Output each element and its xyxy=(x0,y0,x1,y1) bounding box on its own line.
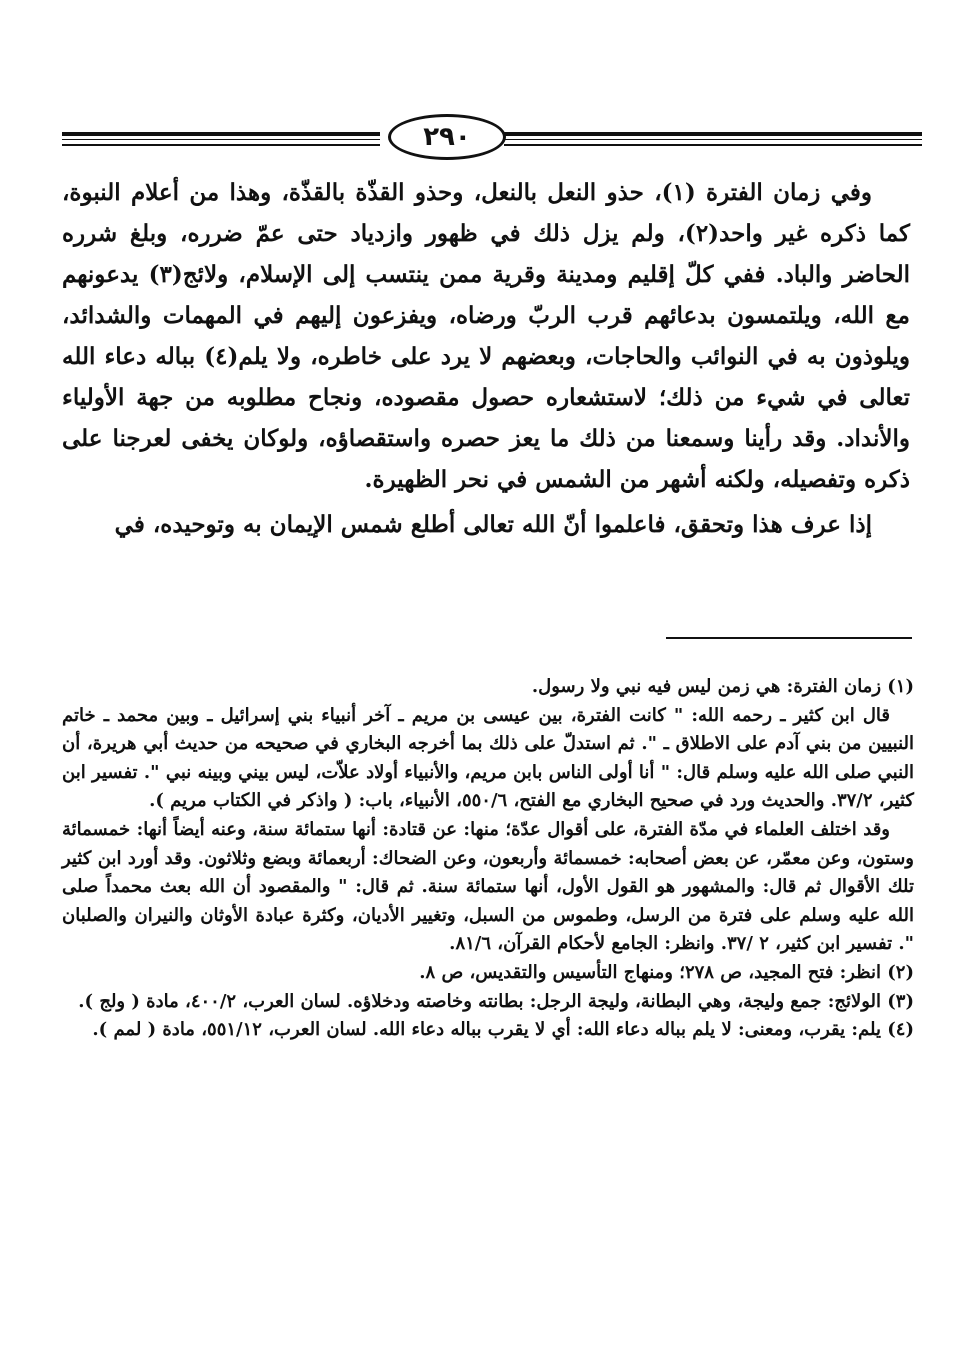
header-rule xyxy=(62,139,380,140)
header-rule xyxy=(504,144,922,146)
footnote-1-paragraph: وقد اختلف العلماء في مدّة الفترة، على أقوال عدّة؛ منها: عن قتادة: أنها ستمائة سنة، وعنه أيضاً أنها: خمسمائة وستون، وعن معمّر، عن بعض أصحابه: خمسمائة وأربعون، وعن الضحاك: أربعمائة وبضع وثلاثون. وقد أورد ابن كثير تلك الأقوال ثم قال: والمشهور هو القول الأول، أنها ستمائة سنة. ثم قال: " والمقصود أن الله بعث محمداً صلى الله عليه وسلم على فترة من الرسل، وطموس من السبل، وتغيير الأديان، وكثرة عبادة الأوثان والنيران والصلبان ". تفسير ابن كثير، ٢ /٣٧. وانظر: الجامع لأحكام القرآن، ٨١/٦. xyxy=(62,818,914,955)
header-rule xyxy=(504,139,922,140)
main-paragraph: إذا عرف هذا وتحقق، فاعلموا أنّ الله تعالى أطلع شمس الإيمان به وتوحيده، في xyxy=(114,511,872,538)
main-paragraph: وفي زمان الفترة (١)، حذو النعل بالنعل، وحذو القذّة بالقذّة، وهذا من أعلام النبوة، كما ذكره غير واحد(٢)، ولم يزل ذلك في ظهور وازدياد حتى عمّ ضرره، وبلغ شرره الحاضر والباد. ففي كلّ إقليم ومدينة وقرية ممن ينتسب إلى الإسلام، ولائج(٣) يدعونهم مع الله، ويلتمسون بدعائهم قرب الربّ ورضاه، ويفزعون إليهم في المهمات والشدائد، ويلوذون به في النوائب والحاجات، وبعضهم لا يرد على خاطره، ولا يلم(٤) بباله دعاء الله تعالى في شيء من ذلك؛ لاستشعاره حصول مقصوده، ونجاح مطلوبه من جهة الأولياء والأنداد. وقد رأينا وسمعنا من ذلك ما يعز حصره واستقصاؤه، ولوكان يخفى لعرجنا على ذكره وتفصيله، ولكنه أشهر من الشمس في نحر الظهيرة. xyxy=(62,179,911,493)
footnote-3: (٣) الولائج: جمع وليجة، وهي البطانة، وليجة الرجل: بطانته وخاصته ودخلاؤه. لسان العرب، ٤٠٠/٢، مادة ( ولج ). xyxy=(78,990,914,1012)
header-rule xyxy=(62,132,380,136)
footnote-1: (١) زمان الفترة: هي زمن ليس فيه نبي ولا رسول. xyxy=(531,676,914,697)
footnotes xyxy=(62,673,914,1045)
footnote-4: (٤) يلم: يقرب، ومعنى: لا يلم بباله دعاء الله: أي لا يقرب بباله دعاء الله. لسان العرب، ٥٥١/١٢، مادة ( لمم ). xyxy=(92,1019,914,1041)
header-rule xyxy=(62,144,380,146)
main-text xyxy=(62,172,910,545)
footnote-1-paragraph: قال ابن كثير ـ رحمه الله: " كانت الفترة، بين عيسى بن مريم ـ آخر أنبياء بني إسرائيل ـ وبين محمد ـ خاتم النبيين من بني آدم على الاطلاق ـ ". ثم استدلّ على ذلك بما أخرجه البخاري في صحيحه من حديث أبي هريرة، أن النبي صلى الله عليه وسلم قال: " أنا أولى الناس بابن مريم، والأنبياء أولاد علاّت، ليس بيني وبينه نبي ". تفسير ابن كثير، ٣٧/٢. والحديث ورد في صحيح البخاري مع الفتح، ٥٥٠/٦، الأنبياء، باب: ( واذكر في الكتاب مريم ). xyxy=(62,704,914,812)
page-number: ٢٩٠ xyxy=(388,114,506,160)
footnote-separator xyxy=(666,637,912,639)
page-header xyxy=(62,110,922,160)
footnote-2: (٢) انظر: فتح المجيد، ص ٢٧٨؛ ومنهاج التأسيس والتقديس، ص ٨. xyxy=(419,961,914,983)
header-rule xyxy=(504,132,922,136)
